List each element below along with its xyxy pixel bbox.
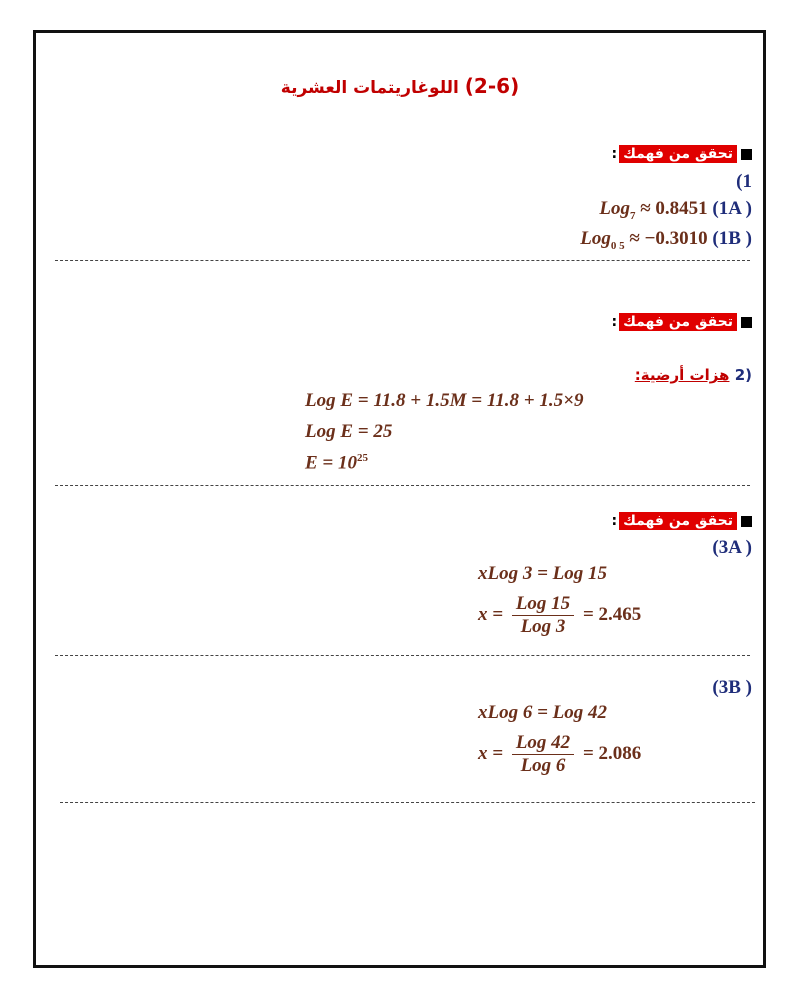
question-number-1: (1 <box>736 171 752 192</box>
fraction-3a: $\frac{\text{Log 15}}{\text{Log 3}}$ <box>512 593 574 638</box>
question-label-3b: (3B ) <box>712 677 752 698</box>
section-number: (2-6) <box>464 74 520 98</box>
check-label: تحقق من فهمك <box>619 512 737 530</box>
section-title: اللوغاريتمات العشرية <box>280 78 459 98</box>
earthquake-eq-2: Log E = 25 <box>305 421 393 442</box>
divider <box>55 485 750 486</box>
check-understanding-2: تحقق من فهمك : <box>612 313 753 331</box>
question-label-3a: (3A ) <box>712 537 752 558</box>
answer-1b: Log$_{0 5}$ ≈ −0.3010 (1B ) <box>580 228 752 252</box>
question-number-2: (2 <box>734 366 752 384</box>
page-border <box>33 30 766 968</box>
square-bullet-icon <box>741 149 752 160</box>
square-bullet-icon <box>741 516 752 527</box>
page-title <box>0 74 800 98</box>
solution-3b: x = $\frac{\text{Log 42}}{\text{Log 6}}$ = 2.086 <box>478 732 642 776</box>
square-bullet-icon <box>741 317 752 328</box>
divider <box>55 655 750 656</box>
answer-1a: Log$_7$ ≈ 0.8451 (1A ) <box>599 198 752 222</box>
check-label: تحقق من فهمك <box>619 313 737 331</box>
equation-3b: xLog 6 = Log 42 <box>478 702 608 723</box>
fraction-3b: $\frac{\text{Log 42}}{\text{Log 6}}$ <box>512 732 574 777</box>
equation-3a: xLog 3 = Log 15 <box>478 563 608 584</box>
question-2-heading <box>635 366 752 384</box>
earthquake-eq-1: Log E = 11.8 + 1.5M = 11.8 + 1.5×9 <box>305 390 584 411</box>
earthquake-eq-3: $E = 10^{25}$ <box>305 452 368 474</box>
check-understanding-3: تحقق من فهمك : <box>612 512 753 530</box>
divider <box>55 260 750 261</box>
check-understanding-1: تحقق من فهمك : <box>612 145 753 163</box>
check-label: تحقق من فهمك <box>619 145 737 163</box>
earthquake-heading: هزات أرضية: <box>634 366 730 384</box>
solution-3a: x = $\frac{\text{Log 15}}{\text{Log 3}}$ = 2.465 <box>478 593 642 637</box>
divider <box>60 802 755 803</box>
